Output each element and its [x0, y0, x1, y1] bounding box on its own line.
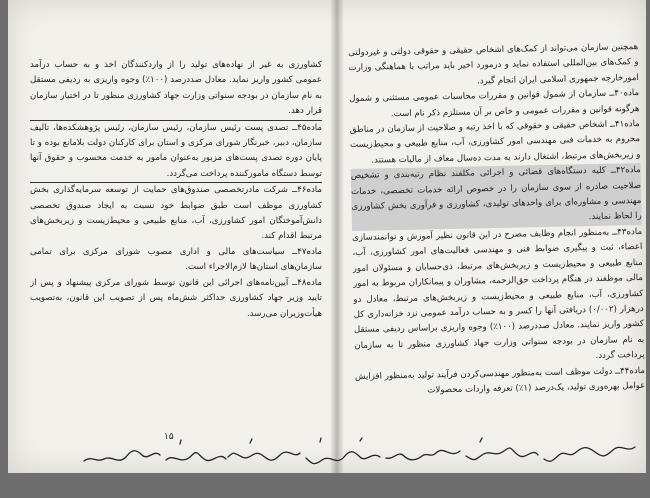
right-page: [348, 40, 647, 486]
article-40-paragraph: ماده۴۰ــ سازمان از شمول قوانین و مقررات محاسبات عمومی مستثنی و شمول هرگونه قوانین و مقررات عمومی و خاص بر آن مستلزم ذکر نام است.: [349, 88, 640, 119]
article-42-paragraph: ماده۴۲ــ کلیه دستگاه‌های قضائی و اجرائی مکلفند نظام رتبه‌بندی و تشخیص صلاحیت صادره از سوی سازمان را در خصوص ارائه خدمات تخصصی، خدمات مهندسی و مشاوره‌ای برای واحدهای تولیدی، کشاورزی و فرآوری بخش کشاورزی را لحاظ نمایند.: [351, 163, 642, 231]
handwriting-scribble: [60, 437, 640, 471]
book-gutter: [330, 0, 344, 473]
article-48-paragraph: ماده۴۸ــ آیین‌نامه‌های اجرائی این قانون توسط شورای مرکزی پیشنهاد و پس از تایید وزیر جهاد کشاورزی حداکثر شش‌ماه پس از تصویب این قانون، به‌تصویب هیأت‌وزیران می‌رسد.: [30, 277, 322, 319]
scanned-document-spread: [8, 0, 646, 473]
left-paragraph-1: کشاورزی به غیر از نهاده‌های تولید را از واردکنندگان اخذ و به حساب درآمد عمومی کشور واریز نماید. معادل صددرصد (۱۰۰٪) وجوه واریزی به ردیفی مستقل به نام سازمان در بودجه سنواتی وزارت جهاد کشاورزی منظور تا در اختیار سازمان قرار دهد.: [30, 58, 322, 121]
article-41-paragraph: ماده۴۱ــ اشخاص حقیقی و حقوقی که با اخذ رتبه و صلاحیت از سازمان در مناطق محروم به خدمات فنی مهندسی امور کشاورزی، آب، منابع طبیعی و محیط‌زیست و زیربخش‌های مرتبط، اشتغال دارند به مدت ده‌سال معاف از مالیات هستند.: [349, 119, 641, 166]
article-46-paragraph: ماده۴۶ــ شرکت مادرتخصصی صندوق‌های حمایت از توسعه سرمایه‌گذاری بخش کشاورزی موظف است طبق ضوابط خود نسبت به ایجاد صندوق تخصصی دانش‌آموختگان امور کشاورزی، آب، منابع طبیعی و محیط‌زیست و زیربخش‌های مرتبط اقدام کند.: [30, 185, 322, 242]
handwritten-note: [60, 437, 640, 471]
article-43-paragraph: ماده۴۳ــ به‌منظور انجام وظایف مصرح در این قانون نظیر آموزش و توانمندسازی اعضاء، ثبت و پیگیری ضوابط فنی و مهندسی فعالیت‌های امور کشاورزی، آب، منابع طبیعی و محیط‌زیست و زیربخش‌های مرتبط، ذی‌حسابان و مسئولان امور مالی موظفند در هنگام پرداخت حق‌الزحمه، مشاوران و پیمانکاران مربوط به امور کشاورزی، آب، منابع طبیعی و محیط‌زیست و زیربخش‌های مرتبط، معادل دو درهزار (۰/۰۰۲) دریافتی آنها را کسر و به حساب درآمد عمومی نزد خزانه‌داری کل کشور واریز نمایند. معادل صددرصد (۱۰۰٪) وجوه واریزی براساس ردیفی مستقل به نام سازمان در بودجه سنواتی وزارت جهاد کشاورزی منظور تا به سازمان پرداخت گردد.: [351, 226, 645, 362]
article-47-paragraph: ماده۴۷ــ سیاست‌های مالی و اداری مصوب شورای مرکزی برای تمامی سازمان‌های استان‌ها لازم‌الاجراء است.: [30, 246, 322, 273]
left-page-number: ۱۵: [164, 432, 174, 442]
left-page: [30, 58, 322, 498]
right-paragraph-1: همچنین سازمان می‌تواند از کمک‌های اشخاص حقیقی و حقوقی دولتی و غیردولتی و کمک‌های بین‌المللی استفاده نماید و درمورد اخیر باید مراتب با هماهنگی وزارت امورخارجه جمهوری اسلامی ایران انجام گیرد.: [348, 41, 639, 87]
article-44-paragraph: ماده۴۴ــ دولت موظف است به‌منظور مهندسی‌کردن فرآیند تولید به‌منظور افزایش عوامل بهره‌وری تولید، یک‌درصد (۱٪) تعرفه واردات محصولات: [354, 365, 646, 396]
article-45-paragraph: ماده۴۵ــ تصدی پست رئیس سازمان، رئیس سازمان، رئیس پژوهشکده‌ها، تالیف سازمان، دبیر، خبرنگار شورای مرکزی و استان برای کارکنان دولت بلامانع بوده و تا پایان دوره تصدی پست‌های مزبور به‌عنوان مامور به خدمت محسوب و حقوق آنها توسط دستگاه مامورکننده پرداخت می‌گردد.: [30, 121, 322, 184]
